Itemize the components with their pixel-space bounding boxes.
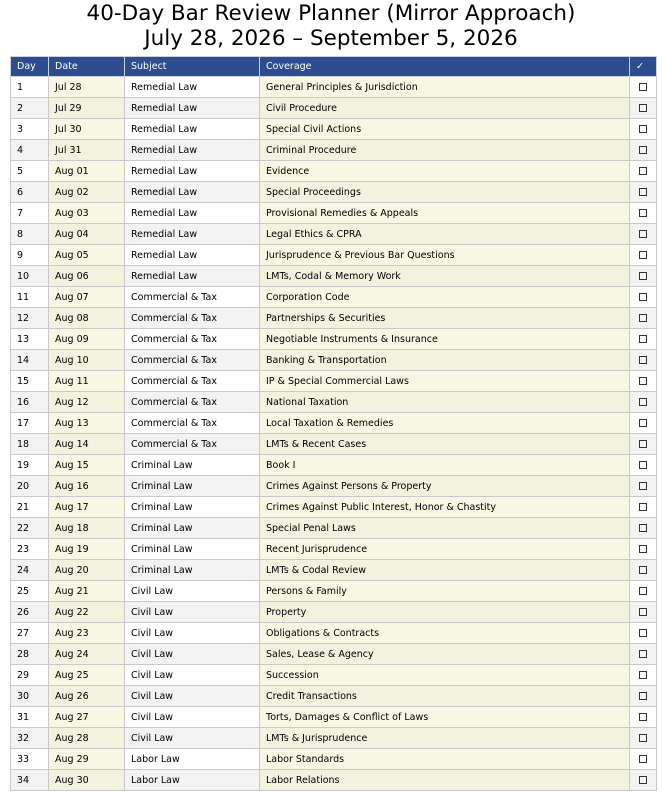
checkbox[interactable] xyxy=(639,272,647,280)
subject-cell: Remedial Law xyxy=(125,266,260,287)
coverage-cell: Special Civil Actions xyxy=(260,119,630,140)
date-cell: Aug 09 xyxy=(49,329,125,350)
checkbox-cell xyxy=(630,434,657,455)
coverage-cell: LMTs & Jurisprudence xyxy=(260,728,630,749)
checkbox-cell xyxy=(630,623,657,644)
checkbox-cell xyxy=(630,203,657,224)
subject-cell: Remedial Law xyxy=(125,98,260,119)
checkbox-cell xyxy=(630,77,657,98)
table-row xyxy=(11,770,657,791)
day-cell: 31 xyxy=(11,707,49,728)
day-cell: 19 xyxy=(11,455,49,476)
checkbox[interactable] xyxy=(639,419,647,427)
checkbox[interactable] xyxy=(639,566,647,574)
day-cell: 27 xyxy=(11,623,49,644)
day-cell: 32 xyxy=(11,728,49,749)
date-cell: Aug 02 xyxy=(49,182,125,203)
date-cell: Aug 07 xyxy=(49,287,125,308)
table-row xyxy=(11,707,657,728)
checkbox-cell xyxy=(630,728,657,749)
checkbox-cell xyxy=(630,371,657,392)
checkbox-cell xyxy=(630,329,657,350)
checkbox[interactable] xyxy=(639,377,647,385)
coverage-cell: Jurisprudence & Previous Bar Questions xyxy=(260,245,630,266)
checkbox[interactable] xyxy=(639,608,647,616)
checkbox-cell xyxy=(630,686,657,707)
table-row xyxy=(11,140,657,161)
table-row xyxy=(11,497,657,518)
coverage-cell: Recent Jurisprudence xyxy=(260,539,630,560)
subject-cell: Remedial Law xyxy=(125,203,260,224)
subject-cell: Commercial & Tax xyxy=(125,350,260,371)
checkbox-cell xyxy=(630,707,657,728)
day-cell: 23 xyxy=(11,539,49,560)
day-cell: 34 xyxy=(11,770,49,791)
coverage-cell: Corporation Code xyxy=(260,287,630,308)
checkbox-cell xyxy=(630,644,657,665)
column-header-check: ✓ xyxy=(630,57,657,77)
table-row xyxy=(11,434,657,455)
coverage-cell: Labor Standards xyxy=(260,749,630,770)
column-header-subject: Subject xyxy=(125,57,260,77)
table-row xyxy=(11,224,657,245)
checkbox[interactable] xyxy=(639,125,647,133)
subject-cell: Commercial & Tax xyxy=(125,371,260,392)
subject-cell: Commercial & Tax xyxy=(125,392,260,413)
checkbox-cell xyxy=(630,392,657,413)
subject-cell: Criminal Law xyxy=(125,560,260,581)
date-cell: Jul 30 xyxy=(49,119,125,140)
checkbox[interactable] xyxy=(639,356,647,364)
date-cell: Aug 22 xyxy=(49,602,125,623)
table-row xyxy=(11,518,657,539)
checkbox[interactable] xyxy=(639,209,647,217)
checkbox-cell xyxy=(630,413,657,434)
subject-cell: Labor Law xyxy=(125,770,260,791)
coverage-cell: Legal Ethics & CPRA xyxy=(260,224,630,245)
date-cell: Aug 13 xyxy=(49,413,125,434)
coverage-cell: Banking & Transportation xyxy=(260,350,630,371)
day-cell: 3 xyxy=(11,119,49,140)
checkbox[interactable] xyxy=(639,482,647,490)
checkbox[interactable] xyxy=(639,188,647,196)
header-row xyxy=(11,57,657,77)
day-cell: 20 xyxy=(11,476,49,497)
subject-cell: Criminal Law xyxy=(125,497,260,518)
coverage-cell: IP & Special Commercial Laws xyxy=(260,371,630,392)
table-row xyxy=(11,98,657,119)
checkbox-cell xyxy=(630,119,657,140)
checkbox-cell xyxy=(630,98,657,119)
subject-cell: Civil Law xyxy=(125,665,260,686)
coverage-cell: Provisional Remedies & Appeals xyxy=(260,203,630,224)
coverage-cell: Sales, Lease & Agency xyxy=(260,644,630,665)
table-row xyxy=(11,686,657,707)
coverage-cell: Obligations & Contracts xyxy=(260,623,630,644)
checkbox[interactable] xyxy=(639,692,647,700)
checkbox-cell xyxy=(630,287,657,308)
table-row xyxy=(11,644,657,665)
checkbox-cell xyxy=(630,350,657,371)
coverage-cell: Local Taxation & Remedies xyxy=(260,413,630,434)
day-cell: 4 xyxy=(11,140,49,161)
date-cell: Aug 27 xyxy=(49,707,125,728)
day-cell: 18 xyxy=(11,434,49,455)
column-header-date: Date xyxy=(49,57,125,77)
day-cell: 9 xyxy=(11,245,49,266)
column-header-coverage: Coverage xyxy=(260,57,630,77)
date-cell: Aug 12 xyxy=(49,392,125,413)
day-cell: 14 xyxy=(11,350,49,371)
day-cell: 6 xyxy=(11,182,49,203)
coverage-cell: Civil Procedure xyxy=(260,98,630,119)
checkbox[interactable] xyxy=(639,293,647,301)
table-row xyxy=(11,119,657,140)
checkbox-cell xyxy=(630,539,657,560)
coverage-cell: Crimes Against Public Interest, Honor & Chastity xyxy=(260,497,630,518)
day-cell: 24 xyxy=(11,560,49,581)
day-cell: 1 xyxy=(11,77,49,98)
date-cell: Aug 16 xyxy=(49,476,125,497)
table-row xyxy=(11,245,657,266)
subject-cell: Remedial Law xyxy=(125,182,260,203)
planner-table xyxy=(10,56,657,791)
checkbox[interactable] xyxy=(639,713,647,721)
date-cell: Aug 01 xyxy=(49,161,125,182)
page-subtitle: July 28, 2026 – September 5, 2026 xyxy=(144,26,518,51)
subject-cell: Remedial Law xyxy=(125,245,260,266)
checkbox[interactable] xyxy=(639,755,647,763)
day-cell: 8 xyxy=(11,224,49,245)
checkbox[interactable] xyxy=(639,524,647,532)
day-cell: 10 xyxy=(11,266,49,287)
subject-cell: Civil Law xyxy=(125,686,260,707)
date-cell: Aug 24 xyxy=(49,644,125,665)
table-row xyxy=(11,77,657,98)
coverage-cell: National Taxation xyxy=(260,392,630,413)
date-cell: Aug 28 xyxy=(49,728,125,749)
checkbox[interactable] xyxy=(639,776,647,784)
table-row xyxy=(11,455,657,476)
date-cell: Aug 05 xyxy=(49,245,125,266)
subject-cell: Commercial & Tax xyxy=(125,287,260,308)
coverage-cell: Special Proceedings xyxy=(260,182,630,203)
coverage-cell: Credit Transactions xyxy=(260,686,630,707)
subject-cell: Civil Law xyxy=(125,602,260,623)
day-cell: 21 xyxy=(11,497,49,518)
checkbox-cell xyxy=(630,245,657,266)
checkbox-cell xyxy=(630,161,657,182)
checkbox-cell xyxy=(630,602,657,623)
coverage-cell: Succession xyxy=(260,665,630,686)
checkbox-cell xyxy=(630,665,657,686)
day-cell: 22 xyxy=(11,518,49,539)
day-cell: 2 xyxy=(11,98,49,119)
checkbox[interactable] xyxy=(639,545,647,553)
day-cell: 13 xyxy=(11,329,49,350)
subject-cell: Criminal Law xyxy=(125,539,260,560)
date-cell: Aug 25 xyxy=(49,665,125,686)
day-cell: 17 xyxy=(11,413,49,434)
table-row xyxy=(11,665,657,686)
coverage-cell: Evidence xyxy=(260,161,630,182)
day-cell: 25 xyxy=(11,581,49,602)
subject-cell: Criminal Law xyxy=(125,455,260,476)
subject-cell: Remedial Law xyxy=(125,161,260,182)
day-cell: 7 xyxy=(11,203,49,224)
date-cell: Aug 17 xyxy=(49,497,125,518)
subject-cell: Commercial & Tax xyxy=(125,329,260,350)
page-title: 40-Day Bar Review Planner (Mirror Approach) xyxy=(86,1,576,26)
coverage-cell: Partnerships & Securities xyxy=(260,308,630,329)
date-cell: Jul 29 xyxy=(49,98,125,119)
table-row xyxy=(11,182,657,203)
date-cell: Aug 18 xyxy=(49,518,125,539)
table-row xyxy=(11,413,657,434)
subject-cell: Remedial Law xyxy=(125,140,260,161)
checkbox-cell xyxy=(630,518,657,539)
day-cell: 16 xyxy=(11,392,49,413)
checkbox[interactable] xyxy=(639,440,647,448)
table-body xyxy=(11,77,657,791)
checkbox[interactable] xyxy=(639,398,647,406)
table-row xyxy=(11,749,657,770)
subject-cell: Civil Law xyxy=(125,581,260,602)
day-cell: 11 xyxy=(11,287,49,308)
checkbox-cell xyxy=(630,266,657,287)
date-cell: Aug 15 xyxy=(49,455,125,476)
date-cell: Jul 28 xyxy=(49,77,125,98)
table-row xyxy=(11,371,657,392)
date-cell: Aug 26 xyxy=(49,686,125,707)
subject-cell: Remedial Law xyxy=(125,77,260,98)
subject-cell: Remedial Law xyxy=(125,119,260,140)
table-row xyxy=(11,350,657,371)
subject-cell: Commercial & Tax xyxy=(125,413,260,434)
checkbox-cell xyxy=(630,749,657,770)
checkbox[interactable] xyxy=(639,83,647,91)
table-row xyxy=(11,581,657,602)
table-row xyxy=(11,623,657,644)
day-cell: 5 xyxy=(11,161,49,182)
coverage-cell: Labor Relations xyxy=(260,770,630,791)
subject-cell: Commercial & Tax xyxy=(125,434,260,455)
date-cell: Aug 04 xyxy=(49,224,125,245)
table-row xyxy=(11,539,657,560)
coverage-cell: Property xyxy=(260,602,630,623)
coverage-cell: Criminal Procedure xyxy=(260,140,630,161)
checkbox-cell xyxy=(630,308,657,329)
checkbox[interactable] xyxy=(639,587,647,595)
table-row xyxy=(11,329,657,350)
coverage-cell: Crimes Against Persons & Property xyxy=(260,476,630,497)
date-cell: Aug 11 xyxy=(49,371,125,392)
coverage-cell: General Principles & Jurisdiction xyxy=(260,77,630,98)
subject-cell: Civil Law xyxy=(125,728,260,749)
date-cell: Aug 29 xyxy=(49,749,125,770)
date-cell: Jul 31 xyxy=(49,140,125,161)
checkbox[interactable] xyxy=(639,251,647,259)
subject-cell: Labor Law xyxy=(125,749,260,770)
table-row xyxy=(11,560,657,581)
checkbox[interactable] xyxy=(639,734,647,742)
checkbox[interactable] xyxy=(639,671,647,679)
coverage-cell: Special Penal Laws xyxy=(260,518,630,539)
subject-cell: Civil Law xyxy=(125,707,260,728)
day-cell: 30 xyxy=(11,686,49,707)
table-row xyxy=(11,728,657,749)
table-row xyxy=(11,476,657,497)
table-row xyxy=(11,392,657,413)
checkbox-cell xyxy=(630,224,657,245)
day-cell: 26 xyxy=(11,602,49,623)
coverage-cell: Book I xyxy=(260,455,630,476)
checkbox[interactable] xyxy=(639,650,647,658)
table-row xyxy=(11,161,657,182)
checkbox[interactable] xyxy=(639,167,647,175)
date-cell: Aug 30 xyxy=(49,770,125,791)
table-row xyxy=(11,602,657,623)
date-cell: Aug 03 xyxy=(49,203,125,224)
day-cell: 12 xyxy=(11,308,49,329)
subject-cell: Commercial & Tax xyxy=(125,308,260,329)
subject-cell: Criminal Law xyxy=(125,518,260,539)
checkbox-cell xyxy=(630,497,657,518)
coverage-cell: LMTs & Codal Review xyxy=(260,560,630,581)
day-cell: 33 xyxy=(11,749,49,770)
checkbox-cell xyxy=(630,581,657,602)
checkbox-cell xyxy=(630,455,657,476)
day-cell: 15 xyxy=(11,371,49,392)
day-cell: 29 xyxy=(11,665,49,686)
checkbox-cell xyxy=(630,476,657,497)
checkbox[interactable] xyxy=(639,314,647,322)
date-cell: Aug 20 xyxy=(49,560,125,581)
date-cell: Aug 21 xyxy=(49,581,125,602)
checkbox[interactable] xyxy=(639,335,647,343)
checkbox[interactable] xyxy=(639,461,647,469)
checkbox-cell xyxy=(630,560,657,581)
checkbox[interactable] xyxy=(639,146,647,154)
checkbox-cell xyxy=(630,770,657,791)
subject-cell: Remedial Law xyxy=(125,224,260,245)
table-row xyxy=(11,308,657,329)
table-row xyxy=(11,203,657,224)
checkbox[interactable] xyxy=(639,503,647,511)
checkbox[interactable] xyxy=(639,230,647,238)
date-cell: Aug 06 xyxy=(49,266,125,287)
day-cell: 28 xyxy=(11,644,49,665)
coverage-cell: Negotiable Instruments & Insurance xyxy=(260,329,630,350)
coverage-cell: LMTs & Recent Cases xyxy=(260,434,630,455)
subject-cell: Criminal Law xyxy=(125,476,260,497)
checkbox-cell xyxy=(630,182,657,203)
coverage-cell: Torts, Damages & Conflict of Laws xyxy=(260,707,630,728)
checkbox-cell xyxy=(630,140,657,161)
checkbox[interactable] xyxy=(639,629,647,637)
table-header xyxy=(11,57,657,77)
date-cell: Aug 08 xyxy=(49,308,125,329)
table-row xyxy=(11,287,657,308)
checkbox[interactable] xyxy=(639,104,647,112)
subject-cell: Civil Law xyxy=(125,623,260,644)
date-cell: Aug 23 xyxy=(49,623,125,644)
date-cell: Aug 14 xyxy=(49,434,125,455)
table-row xyxy=(11,266,657,287)
subject-cell: Civil Law xyxy=(125,644,260,665)
column-header-day: Day xyxy=(11,57,49,77)
date-cell: Aug 10 xyxy=(49,350,125,371)
date-cell: Aug 19 xyxy=(49,539,125,560)
coverage-cell: Persons & Family xyxy=(260,581,630,602)
coverage-cell: LMTs, Codal & Memory Work xyxy=(260,266,630,287)
